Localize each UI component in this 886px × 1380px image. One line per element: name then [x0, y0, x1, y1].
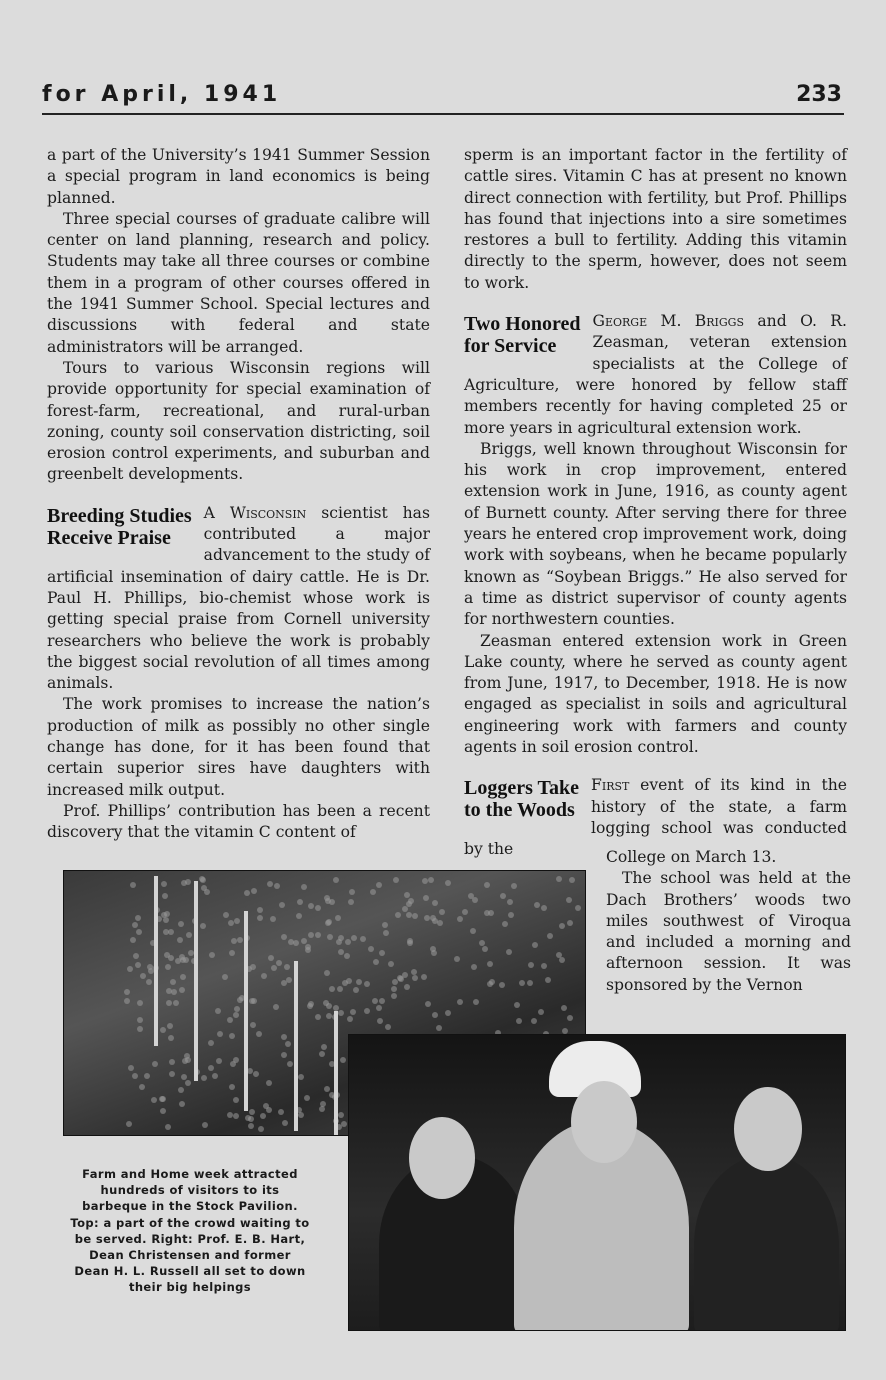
- crowd-figure: [559, 957, 565, 963]
- crowd-figure: [472, 897, 478, 903]
- crowd-figure: [531, 1018, 537, 1024]
- crowd-figure: [516, 1018, 522, 1024]
- crowd-figure: [260, 1113, 266, 1119]
- crowd-figure: [297, 899, 303, 905]
- crowd-figure: [279, 902, 285, 908]
- crowd-figure: [473, 999, 479, 1005]
- crowd-figure: [308, 932, 314, 938]
- paragraph: scientist has contributed a major advancement to the study of artificial insemination of dairy cattle. He is Dr. Paul H. Phillips, bio-chemist whose work is getting special praise from Cornell university researchers who believe the work is probably the biggest social revolution of all times among animals.: [47, 503, 430, 693]
- page-number: 233: [796, 82, 842, 107]
- crowd-figure: [407, 940, 413, 946]
- crowd-figure: [209, 952, 215, 958]
- crowd-figure: [406, 912, 412, 918]
- crowd-figure: [215, 1008, 221, 1014]
- crowd-figure: [132, 1073, 138, 1079]
- crowd-figure: [567, 1015, 573, 1021]
- crowd-figure: [402, 972, 408, 978]
- crowd-figure: [502, 921, 508, 927]
- crowd-figure: [329, 986, 335, 992]
- crowd-figure: [200, 923, 206, 929]
- crowd-figure: [566, 897, 572, 903]
- article-headline: Two Honored for Service: [464, 313, 581, 358]
- crowd-figure: [315, 905, 321, 911]
- crowd-figure: [424, 915, 430, 921]
- crowd-figure: [229, 950, 235, 956]
- person-right: [694, 1155, 839, 1331]
- crowd-figure: [487, 961, 493, 967]
- crowd-figure: [338, 1010, 344, 1016]
- crowd-figure: [336, 939, 342, 945]
- crowd-figure: [179, 1101, 185, 1107]
- crowd-figure: [561, 1005, 567, 1011]
- fence-post: [154, 876, 158, 1046]
- crowd-figure: [422, 878, 428, 884]
- crowd-figure: [178, 1087, 184, 1093]
- crowd-figure: [233, 1012, 239, 1018]
- crowd-figure: [281, 934, 287, 940]
- crowd-figure: [169, 1071, 175, 1077]
- paragraph: Tours to various Wisconsin regions will provide opportunity for special examination of forest-farm, recreational, and rural-urban zoning, county soil conservation districting, soil erosion control experiments, and suburban and greenbelt developments.: [47, 358, 430, 484]
- crowd-figure: [181, 880, 187, 886]
- crowd-figure: [364, 1008, 370, 1014]
- crowd-figure: [556, 876, 562, 882]
- crowd-figure: [500, 893, 506, 899]
- crowd-figure: [431, 950, 437, 956]
- crowd-figure: [345, 939, 351, 945]
- crowd-figure: [379, 998, 385, 1004]
- paragraph: The school was held at the Dach Brothers’ woods two miles southwest of Viroqua and included a morning and afternoon session. It was sponsored by the Vernon: [606, 869, 851, 994]
- fence-post: [294, 961, 298, 1131]
- crowd-figure: [166, 988, 172, 994]
- crowd-figure: [165, 964, 171, 970]
- crowd-figure: [237, 997, 243, 1003]
- crowd-figure: [402, 906, 408, 912]
- crowd-figure: [276, 960, 282, 966]
- crowd-figure: [404, 984, 410, 990]
- crowd-figure: [266, 1080, 272, 1086]
- crowd-figure: [541, 963, 547, 969]
- crowd-figure: [287, 1061, 293, 1067]
- crowd-figure: [338, 949, 344, 955]
- crowd-figure: [324, 970, 330, 976]
- crowd-figure: [127, 966, 133, 972]
- crowd-figure: [315, 932, 321, 938]
- crowd-figure: [508, 912, 514, 918]
- crowd-figure: [168, 929, 174, 935]
- crowd-figure: [201, 1075, 207, 1081]
- photo-caption: Farm and Home week attracted hundreds of visitors to its barbeque in the Stock Pavilion. Top: a part of the crowd waiting to be served. Right: Prof. E. B. Hart, Dean Christensen and former Dean H. L. Russell all set to down their big helpings: [70, 1167, 310, 1295]
- crowd-figure: [319, 1051, 325, 1057]
- crowd-figure: [257, 915, 263, 921]
- face: [571, 1081, 637, 1163]
- crowd-figure: [308, 903, 314, 909]
- crowd-figure: [341, 1121, 347, 1127]
- crowd-figure: [432, 1012, 438, 1018]
- crowd-figure: [202, 1122, 208, 1128]
- crowd-figure: [228, 920, 234, 926]
- crowd-figure: [335, 915, 341, 921]
- crowd-figure: [391, 993, 397, 999]
- crowd-figure: [130, 937, 136, 943]
- crowd-figure: [186, 932, 192, 938]
- crowd-figure: [168, 1035, 174, 1041]
- crowd-figure: [152, 1061, 158, 1067]
- crowd-figure: [296, 913, 302, 919]
- crowd-figure: [368, 946, 374, 952]
- article-headline: Breeding Studies Receive Praise: [47, 504, 192, 549]
- right-column: [464, 145, 847, 861]
- crowd-figure: [208, 1040, 214, 1046]
- article-breeding-studies: [47, 503, 430, 844]
- crowd-figure: [250, 964, 256, 970]
- crowd-figure: [347, 1016, 353, 1022]
- crowd-figure: [454, 956, 460, 962]
- running-header: for April, 1941: [42, 82, 282, 107]
- crowd-figure: [395, 912, 401, 918]
- crowd-figure: [545, 977, 551, 983]
- crowd-figure: [188, 950, 194, 956]
- article-headline: Loggers Take to the Woods: [464, 777, 580, 822]
- crowd-figure: [229, 1033, 235, 1039]
- crowd-figure: [250, 1022, 256, 1028]
- crowd-figure: [161, 881, 167, 887]
- crowd-figure: [327, 934, 333, 940]
- crowd-figure: [244, 890, 250, 896]
- crowd-figure: [412, 975, 418, 981]
- left-column: [47, 145, 430, 844]
- crowd-figure: [248, 1116, 254, 1122]
- crowd-figure: [185, 1080, 191, 1086]
- crowd-figure: [165, 1124, 171, 1130]
- crowd-figure: [436, 1025, 442, 1031]
- paragraph: Zeasman entered extension work in Green Lake county, where he served as county agent from June, 1917, to December, 1918. He is now engaged as specialist in soils and agricultural engineering work with farmers and county agents in soil erosion control.: [464, 631, 847, 757]
- crowd-figure: [575, 905, 581, 911]
- crowd-figure: [445, 1010, 451, 1016]
- crowd-figure: [212, 1073, 218, 1079]
- crowd-figure: [270, 916, 276, 922]
- crowd-figure: [376, 1005, 382, 1011]
- paragraph: Three special courses of graduate calibre will center on land planning, research and policy. Students may take all three courses or combine them in a program of other courses offered in the 1941 Summer School. Special lectures and discussions with federal and state administrators will be arranged.: [47, 209, 430, 356]
- crowd-figure: [251, 888, 257, 894]
- crowd-figure: [249, 1109, 255, 1115]
- crowd-figure: [128, 1065, 134, 1071]
- three-men-photo: [348, 1034, 846, 1331]
- crowd-figure: [457, 916, 463, 922]
- lead-in: A Wisconsin: [203, 503, 307, 522]
- crowd-figure: [278, 1109, 284, 1115]
- loggers-continued: [606, 847, 851, 996]
- crowd-figure: [282, 1120, 288, 1126]
- crowd-figure: [457, 999, 463, 1005]
- crowd-figure: [160, 1027, 166, 1033]
- crowd-figure: [170, 979, 176, 985]
- crowd-figure: [428, 877, 434, 883]
- face: [409, 1117, 475, 1199]
- crowd-figure: [162, 893, 168, 899]
- crowd-figure: [180, 974, 186, 980]
- crowd-figure: [258, 1126, 264, 1132]
- crowd-figure: [137, 1017, 143, 1023]
- crowd-figure: [333, 877, 339, 883]
- crowd-figure: [301, 884, 307, 890]
- crowd-figure: [160, 1108, 166, 1114]
- crowd-figure: [256, 1031, 262, 1037]
- crowd-figure: [169, 1059, 175, 1065]
- crowd-figure: [298, 1112, 304, 1118]
- crowd-figure: [519, 980, 525, 986]
- crowd-figure: [567, 920, 573, 926]
- crowd-figure: [404, 892, 410, 898]
- crowd-figure: [319, 1106, 325, 1112]
- crowd-figure: [173, 1000, 179, 1006]
- crowd-figure: [364, 981, 370, 987]
- crowd-figure: [338, 1112, 344, 1118]
- crowd-figure: [482, 946, 488, 952]
- crowd-figure: [484, 882, 490, 888]
- crowd-figure: [126, 1121, 132, 1127]
- article-two-honored: [464, 311, 847, 758]
- crowd-figure: [353, 987, 359, 993]
- crowd-figure: [216, 1058, 222, 1064]
- crowd-figure: [445, 880, 451, 886]
- crowd-figure: [179, 954, 185, 960]
- crowd-figure: [350, 1009, 356, 1015]
- crowd-figure: [360, 936, 366, 942]
- crowd-figure: [217, 1031, 223, 1037]
- crowd-figure: [337, 986, 343, 992]
- crowd-figure: [208, 1065, 214, 1071]
- crowd-figure: [200, 877, 206, 883]
- crowd-figure: [229, 1084, 235, 1090]
- crowd-figure: [268, 955, 274, 961]
- crowd-figure: [166, 1000, 172, 1006]
- crowd-figure: [222, 974, 228, 980]
- paragraph: Prof. Phillips’ contribution has been a recent discovery that the vitamin C content of: [47, 801, 430, 842]
- fence-post: [334, 1011, 338, 1135]
- paragraph: and O. R. Zeasman, veteran extension specialists at the College of Agriculture, were honored by fellow staff members recently for having completed 25 or more years in agricultural extension work.: [464, 312, 848, 437]
- crowd-figure: [506, 949, 512, 955]
- paragraph: a part of the University’s 1941 Summer Session a special program in land economics is being planned.: [47, 146, 430, 207]
- crowd-figure: [470, 928, 476, 934]
- crowd-figure: [372, 998, 378, 1004]
- crowd-figure: [135, 915, 141, 921]
- paragraph: Briggs, well known throughout Wisconsin for his work in crop improvement, entered extension work in June, 1916, as county agent of Burnett county. After serving there for three years he entered crop improvement work, doing work with soybeans, when he became popularly known as “Soybean Briggs.” He also served for a time as district supervisor of county agents for northwestern counties.: [464, 439, 847, 629]
- crowd-figure: [527, 980, 533, 986]
- crowd-figure: [231, 938, 237, 944]
- crowd-figure: [326, 1013, 332, 1019]
- crowd-figure: [137, 1000, 143, 1006]
- crowd-figure: [227, 1017, 233, 1023]
- crowd-figure: [439, 909, 445, 915]
- crowd-figure: [261, 973, 267, 979]
- crowd-figure: [437, 920, 443, 926]
- crowd-figure: [315, 1014, 321, 1020]
- crowd-figure: [124, 998, 130, 1004]
- crowd-figure: [248, 1123, 254, 1129]
- crowd-figure: [168, 955, 174, 961]
- crowd-figure: [233, 1057, 239, 1063]
- crowd-figure: [388, 961, 394, 967]
- crowd-figure: [376, 882, 382, 888]
- crowd-figure: [237, 937, 243, 943]
- crowd-figure: [479, 940, 485, 946]
- crowd-figure: [178, 921, 184, 927]
- fence-post: [244, 911, 248, 1111]
- crowd-figure: [325, 898, 331, 904]
- crowd-figure: [569, 877, 575, 883]
- crowd-figure: [379, 950, 385, 956]
- crowd-figure: [144, 1073, 150, 1079]
- crowd-figure: [348, 899, 354, 905]
- crowd-figure: [233, 1097, 239, 1103]
- crowd-figure: [139, 1084, 145, 1090]
- crowd-figure: [370, 889, 376, 895]
- crowd-figure: [167, 1023, 173, 1029]
- crowd-figure: [325, 920, 331, 926]
- crowd-figure: [432, 900, 438, 906]
- crowd-figure: [233, 1113, 239, 1119]
- paragraph: event of its kind in the history of the state, a farm logging school was conducted by the: [464, 776, 847, 859]
- crowd-figure: [274, 883, 280, 889]
- crowd-figure: [298, 1074, 304, 1080]
- crowd-figure: [146, 979, 152, 985]
- crowd-figure: [140, 973, 146, 979]
- crowd-figure: [534, 902, 540, 908]
- crowd-figure: [124, 989, 130, 995]
- crowd-figure: [538, 1009, 544, 1015]
- paragraph: sperm is an important factor in the fertility of cattle sires. Vitamin C has at present no known direct connection with fertility, but Prof. Phillips has found that injections into a sire sometimes restores a bull to fertility. Adding this vitamin directly to the sperm, however, does not seem to work.: [464, 146, 847, 292]
- crowd-figure: [514, 1002, 520, 1008]
- crowd-figure: [556, 952, 562, 958]
- crowd-figure: [130, 882, 136, 888]
- crowd-figure: [425, 1001, 431, 1007]
- crowd-figure: [253, 1071, 259, 1077]
- crowd-figure: [487, 981, 493, 987]
- crowd-figure: [356, 979, 362, 985]
- crowd-figure: [349, 889, 355, 895]
- crowd-figure: [411, 969, 417, 975]
- crowd-figure: [559, 923, 565, 929]
- crowd-figure: [135, 962, 141, 968]
- fence-post: [194, 881, 198, 1081]
- crowd-figure: [377, 1018, 383, 1024]
- crowd-figure: [281, 1052, 287, 1058]
- crowd-figure: [281, 1034, 287, 1040]
- crowd-figure: [423, 895, 429, 901]
- header-rule: [42, 113, 844, 115]
- crowd-figure: [293, 940, 299, 946]
- crowd-figure: [223, 912, 229, 918]
- lead-in: George M. Briggs: [592, 312, 744, 331]
- face: [734, 1087, 802, 1171]
- crowd-figure: [305, 944, 311, 950]
- crowd-figure: [179, 987, 185, 993]
- crowd-figure: [541, 905, 547, 911]
- crowd-figure: [346, 978, 352, 984]
- crowd-figure: [412, 913, 418, 919]
- crowd-figure: [284, 964, 290, 970]
- crowd-figure: [171, 989, 177, 995]
- paragraph: College on March 13.: [606, 848, 777, 866]
- crowd-figure: [136, 929, 142, 935]
- crowd-figure: [511, 883, 517, 889]
- crowd-figure: [234, 918, 240, 924]
- crowd-figure: [257, 907, 263, 913]
- crowd-figure: [177, 937, 183, 943]
- crowd-figure: [132, 922, 138, 928]
- crowd-figure: [304, 1095, 310, 1101]
- lead-in: First: [591, 776, 630, 795]
- crowd-figure: [462, 909, 468, 915]
- crowd-figure: [271, 965, 277, 971]
- crowd-figure: [471, 964, 477, 970]
- crowd-figure: [133, 953, 139, 959]
- crowd-figure: [266, 1107, 272, 1113]
- crowd-figure: [507, 899, 513, 905]
- crowd-figure: [532, 942, 538, 948]
- crowd-figure: [321, 1044, 327, 1050]
- crowd-figure: [393, 877, 399, 883]
- crowd-figure: [137, 1026, 143, 1032]
- crowd-figure: [286, 977, 292, 983]
- crowd-figure: [391, 986, 397, 992]
- crowd-figure: [547, 933, 553, 939]
- crowd-figure: [383, 930, 389, 936]
- crowd-figure: [273, 1004, 279, 1010]
- crowd-figure: [385, 1024, 391, 1030]
- crowd-figure: [324, 1086, 330, 1092]
- crowd-figure: [340, 1057, 346, 1063]
- crowd-figure: [351, 935, 357, 941]
- crowd-figure: [267, 881, 273, 887]
- crowd-figure: [528, 962, 534, 968]
- crowd-figure: [421, 974, 427, 980]
- crowd-figure: [488, 910, 494, 916]
- crowd-figure: [344, 953, 350, 959]
- crowd-figure: [151, 1097, 157, 1103]
- crowd-figure: [373, 959, 379, 965]
- crowd-figure: [285, 1041, 291, 1047]
- crowd-figure: [499, 982, 505, 988]
- crowd-figure: [382, 922, 388, 928]
- paragraph: The work promises to increase the nation’s production of milk as possibly no other single change has done, for it has been found that certain superior sires have daughters with increased milk output.: [47, 695, 430, 799]
- crowd-figure: [308, 1001, 314, 1007]
